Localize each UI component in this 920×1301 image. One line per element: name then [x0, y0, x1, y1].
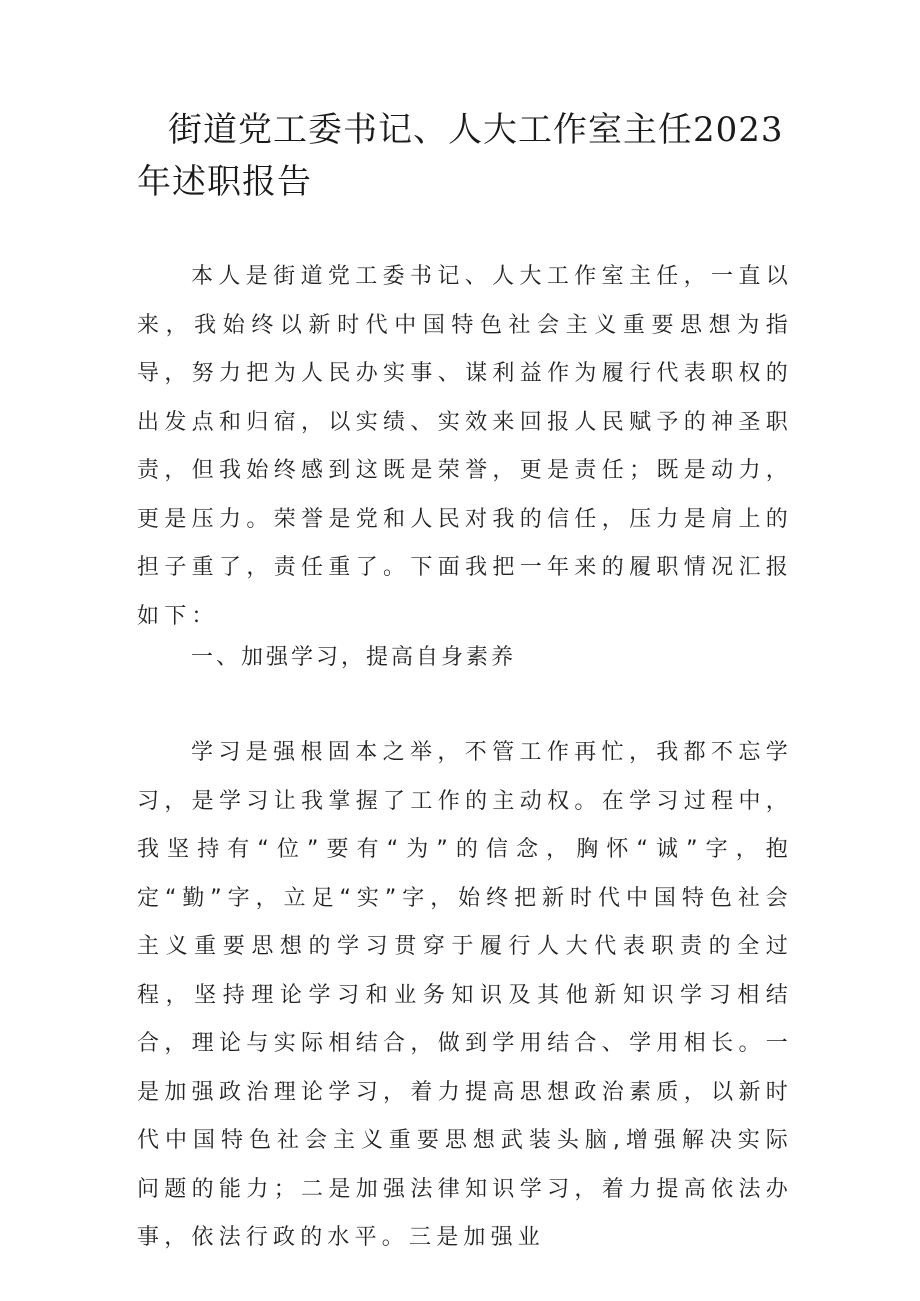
intro-paragraph: 本人是街道党工委书记、人大工作室主任，一直以来，我始终以新时代中国特色社会主义重要思想为指导，努力把为人民办实事、谋利益作为履行代表职权的出发点和归宿，以实绩、实效来回报人民赋予的神圣职责，但我始终感到这既是荣誉，更是责任；既是动力，更是压力。荣誉是党和人民对我的信任，压力是肩上的担子重了，责任重了。下面我把一年来的履职情况汇报如下：: [137, 264, 793, 629]
document-title: 街道党工委书记、人大工作室主任2023年述职报告: [137, 110, 784, 202]
section-heading-1: 一、加强学习，提高自身素养: [191, 645, 517, 670]
section-1-paragraph: 学习是强根固本之举，不管工作再忙，我都不忘学习，是学习让我掌握了工作的主动权。在学习过程中，我坚持有“位”要有“为”的信念，胸怀“诚”字，抱定“勤”字，立足“实”字，始终把新时代中国特色社会主义重要思想的学习贯穿于履行人大代表职责的全过程，坚持理论学习和业务知识及其他新知识学习相结合，理论与实际相结合，做到学用结合、学用相长。一是加强政治理论学习，着力提高思想政治素质，以新时代中国特色社会主义重要思想武装头脑,增强解决实际问题的能力；二是加强法律知识学习，着力提高依法办事，依法行政的水平。三是加强业: [137, 740, 793, 1250]
